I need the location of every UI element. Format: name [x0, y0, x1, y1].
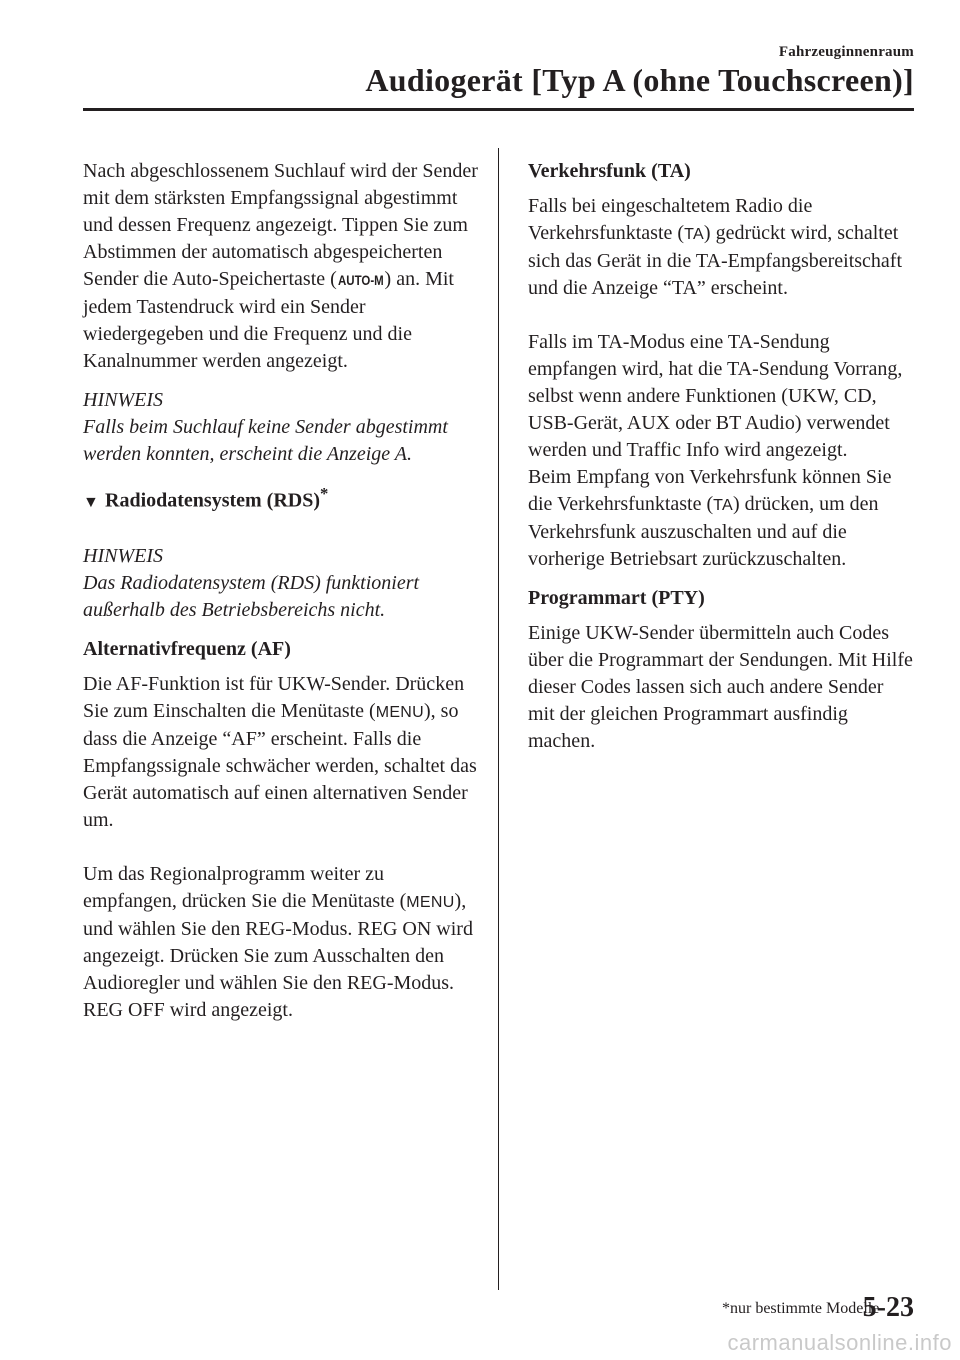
- text: Nach abgeschlossenem Suchlauf wird der Sender mit dem stärksten Empfangssignal abgestimmt und dessen Frequenz angezeigt. Tippen Sie zum Abstimmen der automatisch abgespeicherten Sender die Auto-Speichertaste (: [83, 160, 478, 290]
- text: ) gedrückt wird, schaltet sich das Gerät in die TA-Empfangsbereitschaft und die Anzeige “TA” erscheint.: [528, 222, 903, 299]
- heading-text: Radiodatensystem (RDS): [105, 489, 320, 512]
- paragraph-ta-3: [528, 464, 914, 573]
- text: ) an. Mit jedem Tastendruck wird ein Sender wiedergegeben und die Frequenz und die Kanalnummer werden angezeigt.: [83, 268, 454, 372]
- paragraph-ta-1: [528, 193, 914, 302]
- paragraph-reg: [83, 861, 481, 1024]
- footnote: *nur bestimmte Modelle: [722, 1300, 880, 1317]
- note-text: Das Radiodatensystem (RDS) funktioniert außerhalb des Betriebsbereichs nicht.: [83, 571, 420, 621]
- note-heading: HINWEIS: [83, 389, 163, 411]
- ta-button-label: TA: [713, 497, 733, 514]
- section-heading-rds: [83, 480, 481, 516]
- section-label: Fahrzeuginnenraum: [778, 44, 914, 60]
- auto-m-button-label: AUTO-M: [337, 272, 384, 288]
- column-divider: [498, 148, 499, 1290]
- footnote-star: *: [320, 484, 329, 503]
- left-column: [83, 158, 481, 1024]
- subheading-af: Alternativfrequenz (AF): [83, 637, 291, 660]
- page-title: Audiogerät [Typ A (ohne Touchscreen)]: [365, 62, 914, 98]
- subheading-ta: Verkehrsfunk (TA): [528, 160, 691, 182]
- note-heading: HINWEIS: [83, 544, 163, 567]
- menu-button-label: MENU: [406, 893, 455, 911]
- triangle-marker-icon: ▼: [83, 493, 99, 511]
- text: Falls bei eingeschaltetem Radio die Verkehrsfunktaste (: [528, 195, 813, 244]
- text: Beim Empfang von Verkehrsfunk können Sie die Verkehrsfunktaste (: [528, 466, 892, 515]
- ta-button-label: TA: [684, 226, 704, 243]
- menu-button-label: MENU: [375, 703, 425, 721]
- text: Die AF-Funktion ist für UKW-Sender. Drücken Sie zum Einschalten die Menütaste (: [83, 672, 465, 722]
- header-rule: [83, 108, 914, 111]
- right-column: [528, 158, 914, 755]
- paragraph-ta-2: Falls im TA-Modus eine TA-Sendung empfangen wird, hat die TA-Sendung Vorrang, selbst wenn andere Funktionen (UKW, CD, USB-Gerät, AUX oder BT Audio) verwendet werden und Traffic Info wird angezeigt.: [528, 331, 903, 461]
- page-number: 5-23: [862, 1292, 914, 1323]
- text: ) drücken, um den Verkehrsfunk auszuschalten und auf die vorherige Betriebsart zurückzuschalten.: [528, 493, 879, 570]
- paragraph-auto-store: [83, 158, 481, 375]
- watermark: carmanualsonline.info: [727, 1330, 952, 1355]
- subheading-pty: Programmart (PTY): [528, 587, 705, 609]
- text: Um das Regionalprogramm weiter zu empfangen, drücken Sie die Menütaste (: [83, 862, 407, 912]
- text: ), so dass die Anzeige “AF” erscheint. Falls die Empfangssignale schwächer werden, schaltet das Gerät automatisch auf einen alternativen Sender um.: [83, 699, 477, 831]
- text: ), und wählen Sie den REG-Modus. REG ON wird angezeigt. Drücken Sie zum Ausschalten den Audioregler und wählen Sie den REG-Modus. REG OFF wird angezeigt.: [83, 889, 473, 1021]
- note-text: Falls beim Suchlauf keine Sender abgestimmt werden konnten, erscheint die Anzeige A.: [83, 416, 448, 465]
- paragraph-pty: Einige UKW-Sender übermitteln auch Codes über die Programmart der Sendungen. Mit Hilfe dieser Codes lassen sich auch andere Sender mit der gleichen Programmart ausfindig machen.: [528, 622, 913, 752]
- paragraph-af: [83, 671, 481, 834]
